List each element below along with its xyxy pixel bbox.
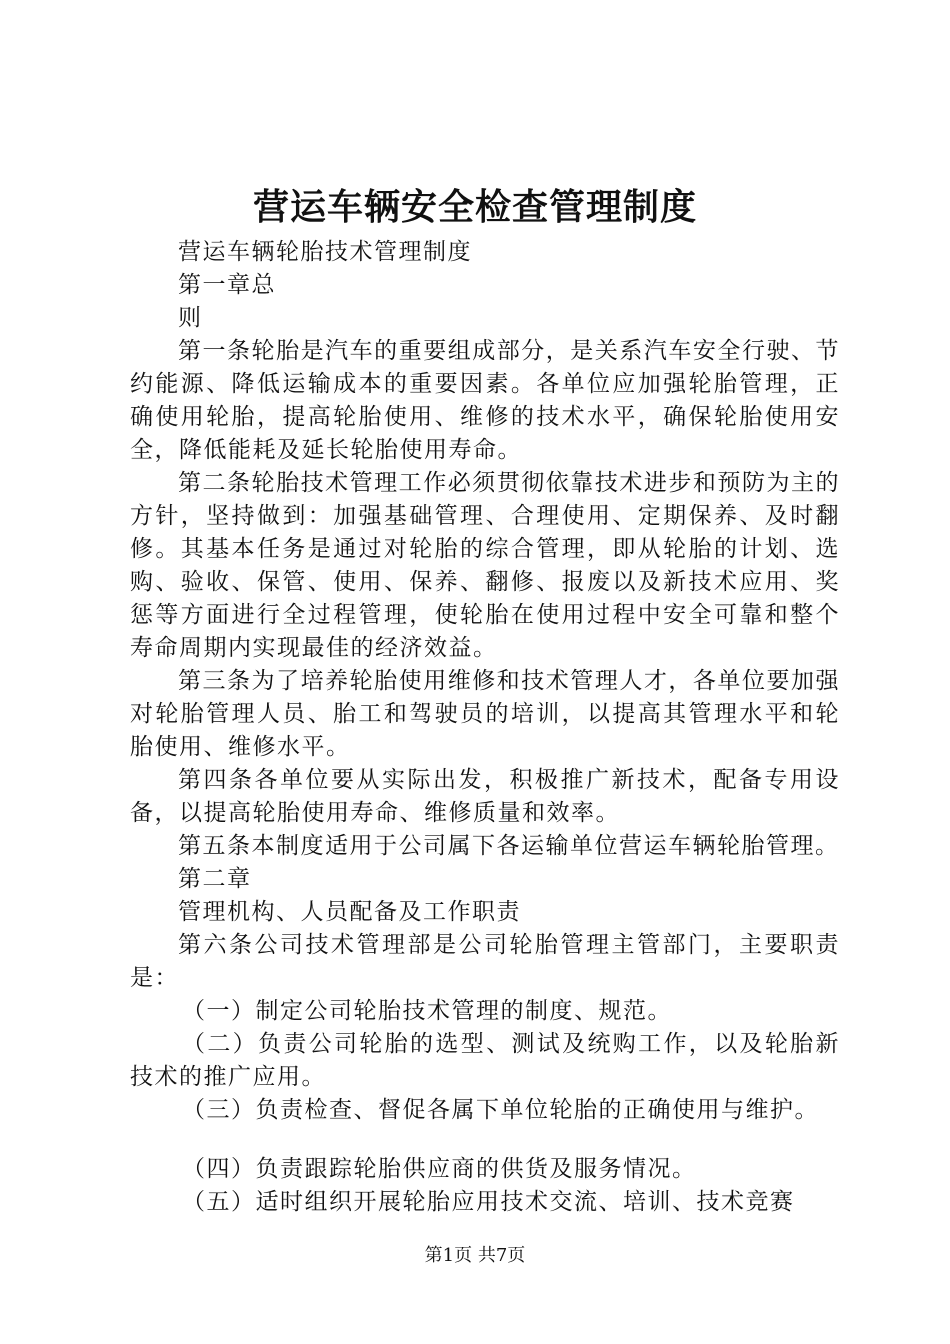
chapter-heading: 管理机构、人员配备及工作职责 (178, 899, 521, 925)
page-footer: 第1页 共7页 (424, 1245, 526, 1266)
chapter-heading: 第一章总 (178, 272, 276, 298)
article-paragraph: 第五条本制度适用于公司属下各运输单位营运车辆轮胎管理。 (178, 833, 840, 859)
document-title: 营运车辆安全检查管理制度 (252, 186, 697, 228)
chapter-heading-continued: 则 (178, 305, 203, 331)
list-item: （四）负责跟踪轮胎供应商的供货及服务情况。 (182, 1156, 697, 1182)
subtitle-paragraph: 营运车辆轮胎技术管理制度 (178, 239, 472, 265)
article-paragraph: 第三条为了培养轮胎使用维修和技术管理人才，各单位要加强对轮胎管理人员、胎工和驾驶员的培训，以提高其管理水平和轮胎使用、维修水平。 (130, 668, 840, 760)
article-paragraph: 第四条各单位要从实际出发，积极推广新技术，配备专用设备，以提高轮胎使用寿命、维修质量和效率。 (130, 767, 840, 826)
article-paragraph: 第一条轮胎是汽车的重要组成部分，是关系汽车安全行驶、节约能源、降低运输成本的重要因素。各单位应加强轮胎管理，正确使用轮胎，提高轮胎使用、维修的技术水平，确保轮胎使用安全，降低能耗及延长轮胎使用寿命。 (130, 338, 840, 463)
article-paragraph: 第二条轮胎技术管理工作必须贯彻依靠技术进步和预防为主的方针，坚持做到：加强基础管理、合理使用、定期保养、及时翻修。其基本任务是通过对轮胎的综合管理，即从轮胎的计划、选购、验收、保管、使用、保养、翻修、报废以及新技术应用、奖惩等方面进行全过程管理，使轮胎在使用过程中安全可靠和整个寿命周期内实现最佳的经济效益。 (130, 470, 840, 661)
list-item: （五）适时组织开展轮胎应用技术交流、培训、技术竞赛 (182, 1189, 795, 1215)
list-item: （一）制定公司轮胎技术管理的制度、规范。 (182, 998, 672, 1024)
paragraph-gap (130, 1127, 840, 1153)
chapter-heading: 第二章 (178, 866, 252, 892)
document-body (130, 236, 840, 1219)
list-item: （二）负责公司轮胎的选型、测试及统购工作，以及轮胎新技术的推广应用。 (130, 1031, 840, 1090)
list-item: （三）负责检查、督促各属下单位轮胎的正确使用与维护。 (182, 1097, 819, 1123)
article-paragraph: 第六条公司技术管理部是公司轮胎管理主管部门，主要职责是： (130, 932, 840, 991)
